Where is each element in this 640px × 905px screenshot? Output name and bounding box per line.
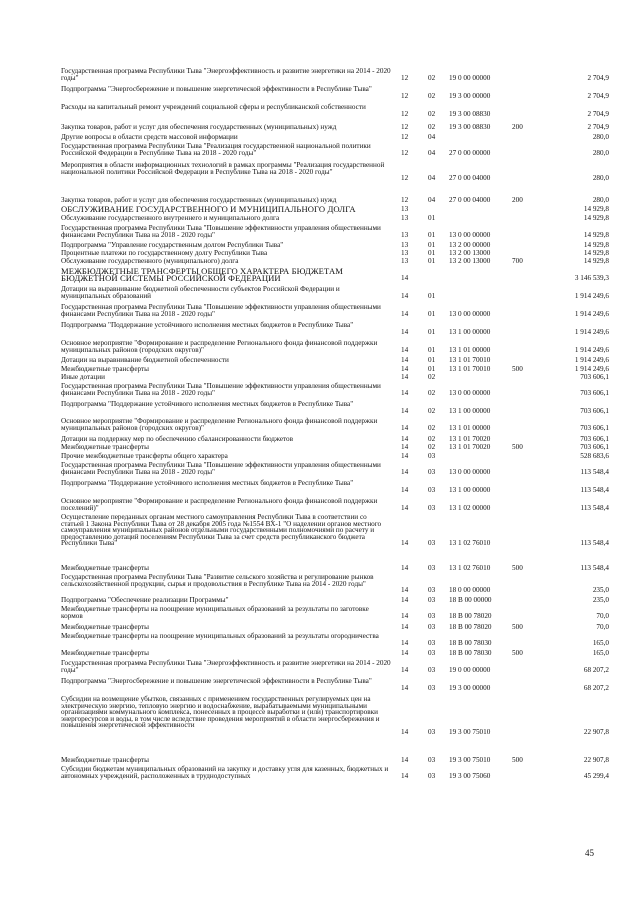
row-subsection-code: 01 — [428, 241, 436, 249]
row-amount: 22 907,8 — [583, 728, 609, 736]
row-name: Подпрограмма "Энергосбережение и повышение энергетической эффективности в Республике Тыва" — [61, 85, 372, 93]
row-name: Государственная программа Республики Тыва "Повышение эффективности управления общественными финансами Республики Тыва на 2018 - 2020 годы" — [61, 303, 381, 318]
row-target-article: 19 3 00 08830 — [449, 123, 491, 131]
row-section-code: 14 — [401, 771, 409, 780]
row-amount: 528 683,6 — [580, 452, 609, 460]
row-amount: 235,0 — [592, 586, 609, 595]
row-target-article: 13 1 01 70020 — [449, 443, 491, 451]
row-name: Процентные платежи по государственному долгу Республики Тыва — [61, 249, 268, 257]
row-section-code: 14 — [401, 485, 409, 494]
row-amount: 703 606,1 — [580, 373, 609, 381]
row-target-article: 18 В 00 00000 — [449, 596, 492, 604]
row-amount: 2 704,9 — [587, 73, 609, 82]
row-name: Подпрограмма "Поддержание устойчивого исполнения местных бюджетов в Республике Тыва" — [61, 479, 354, 487]
row-target-article: 18 В 00 78020 — [449, 611, 492, 620]
row-section-code: 13 — [401, 230, 409, 239]
row-amount: 703 606,1 — [580, 423, 609, 432]
row-target-article: 13 1 01 00000 — [449, 423, 491, 432]
row-subsection-code: 01 — [428, 345, 436, 354]
row-section-code: 14 — [401, 665, 409, 674]
row-target-article: 18 В 00 78030 — [449, 649, 492, 657]
row-expense-type: 700 — [512, 257, 523, 265]
row-subsection-code: 01 — [428, 291, 436, 300]
row-name: Субсидии на возмещение убытков, связанных с применением государственных регулируемых цен на электрическую энергию, тепловую энергию и водоснабжение, вырабатываемыми муниципальными организациями коммунального комплекса, понесенных в процессе выработки и (или) транспортировки энергоресурсов и воды, в том числе вследствие проведения мероприятий в области энергосбережения и повышения энергетической эффективности — [61, 695, 380, 730]
row-target-article: 19 0 00 00000 — [449, 73, 491, 82]
row-target-article: 19 3 00 75010 — [449, 728, 491, 736]
row-subsection-code: 03 — [428, 623, 436, 631]
row-amount: 14 929,8 — [583, 241, 609, 249]
row-amount: 113 548,4 — [580, 539, 609, 548]
row-subsection-code: 02 — [428, 373, 436, 381]
row-name: Межбюджетные трансферты на поощрение муниципальных образований за результаты огородничества — [61, 632, 379, 640]
row-section-code: 14 — [401, 406, 409, 415]
row-subsection-code: 03 — [428, 539, 436, 548]
row-expense-type: 500 — [512, 623, 523, 631]
row-subsection-code: 03 — [428, 771, 436, 780]
row-amount: 22 907,8 — [583, 756, 609, 764]
row-target-article: 18 0 00 00000 — [449, 586, 491, 595]
row-section-code: 14 — [401, 586, 409, 595]
row-amount: 1 914 249,6 — [574, 309, 609, 318]
row-target-article: 13 0 00 00000 — [449, 230, 491, 239]
row-name: Основное мероприятие "Формирование и распределение Регионального фонда финансовой поддержки муниципальных районов (городских округов)" — [61, 417, 378, 432]
row-section-code: 14 — [401, 638, 409, 647]
row-section-code: 12 — [401, 73, 409, 82]
row-name: Расходы на капитальный ремонт учреждений социальной сферы и республиканской собственности — [61, 103, 366, 111]
row-subsection-code: 03 — [428, 638, 436, 647]
row-section-code: 14 — [401, 373, 409, 381]
row-subsection-code: 02 — [428, 123, 436, 131]
row-subsection-code: 02 — [428, 435, 436, 443]
row-section-code: 13 — [401, 205, 409, 213]
row-amount: 14 929,8 — [583, 257, 609, 265]
row-target-article: 13 1 02 76010 — [449, 539, 491, 548]
row-name: Межбюджетные трансферты — [61, 756, 149, 764]
row-target-article: 19 3 00 08830 — [449, 109, 491, 118]
row-name: Закупка товаров, работ и услуг для обеспечения государственных (муниципальных) нужд — [61, 196, 337, 204]
row-amount: 3 146 539,3 — [574, 273, 609, 282]
row-name: Государственная программа Республики Тыва "Энергоэффективность и развитие энергетики на 2014 - 2020 годы" — [61, 659, 391, 674]
row-section-code: 14 — [401, 756, 409, 764]
row-subsection-code: 03 — [428, 503, 436, 512]
row-name: Подпрограмма "Поддержание устойчивого исполнения местных бюджетов в Республике Тыва" — [61, 400, 354, 408]
row-subsection-code: 01 — [428, 249, 436, 257]
row-expense-type: 500 — [512, 443, 523, 451]
row-amount: 68 207,2 — [583, 665, 609, 674]
row-section-code: 14 — [401, 273, 409, 282]
row-name: Дотации на выравнивание бюджетной обеспеченности субъектов Российской Федерации и муниципальных образований — [61, 285, 340, 300]
row-subsection-code: 03 — [428, 728, 436, 736]
row-target-article: 13 0 00 00000 — [449, 467, 491, 476]
row-target-article: 13 2 00 13000 — [449, 257, 491, 265]
row-name: Иные дотации — [61, 373, 105, 381]
row-amount: 1 914 249,6 — [574, 327, 609, 336]
row-subsection-code: 03 — [428, 452, 436, 460]
row-name: Обслуживание государственного (муниципального) долга — [61, 257, 239, 265]
row-target-article: 13 1 01 00000 — [449, 345, 491, 354]
row-amount: 703 606,1 — [580, 388, 609, 397]
row-section-code: 14 — [401, 435, 409, 443]
row-subsection-code: 03 — [428, 665, 436, 674]
row-section-code: 14 — [401, 539, 409, 548]
row-section-code: 14 — [401, 564, 409, 572]
row-target-article: 13 1 00 00000 — [449, 406, 491, 415]
row-name: Межбюджетные трансферты — [61, 649, 149, 657]
page-number: 45 — [585, 848, 594, 858]
row-amount: 235,0 — [592, 596, 609, 604]
row-section-code: 14 — [401, 467, 409, 476]
row-section-code: 13 — [401, 214, 409, 222]
row-section-code: 13 — [401, 257, 409, 265]
row-subsection-code: 04 — [428, 148, 436, 157]
row-target-article: 27 0 00 04000 — [449, 174, 491, 183]
row-amount: 1 914 249,6 — [574, 291, 609, 300]
row-section-code: 13 — [401, 241, 409, 249]
row-name: Подпрограмма "Энергосбережение и повышение энергетической эффективности в Республике Тыва" — [61, 677, 372, 685]
row-target-article: 19 3 00 75010 — [449, 756, 491, 764]
row-target-article: 13 1 02 76010 — [449, 564, 491, 572]
row-section-code: 12 — [401, 148, 409, 157]
row-section-code: 14 — [401, 291, 409, 300]
row-target-article: 19 0 00 00000 — [449, 665, 491, 674]
row-subsection-code: 02 — [428, 109, 436, 118]
row-subsection-code: 03 — [428, 596, 436, 604]
row-subsection-code: 04 — [428, 196, 436, 204]
row-name: Государственная программа Республики Тыва "Повышение эффективности управления общественными финансами Республики Тыва на 2018 - 2020 годы" — [61, 382, 381, 397]
row-amount: 1 914 249,6 — [574, 356, 609, 364]
row-name: Субсидии бюджетам муниципальных образований на закупку и доставку угля для казенных, бюджетных и автономных учреждений, расположенных в труднодоступных — [61, 765, 389, 780]
row-target-article: 18 В 00 78030 — [449, 638, 492, 647]
row-subsection-code: 01 — [428, 230, 436, 239]
row-name: Государственная программа Республики Тыва "Развитие сельского хозяйства и регулирование рынков сельскохозяйственной продукции, сырья и продовольствия в Республике Тыва на 2014 - 2020 годы" — [61, 573, 374, 588]
row-name: Обслуживание государственного внутреннего и муниципального долга — [61, 214, 280, 222]
row-section-code: 14 — [401, 683, 409, 692]
row-section-code: 14 — [401, 327, 409, 336]
row-amount: 14 929,8 — [583, 249, 609, 257]
row-subsection-code: 02 — [428, 406, 436, 415]
row-amount: 68 207,2 — [583, 683, 609, 692]
row-section-code: 14 — [401, 596, 409, 604]
row-target-article: 13 1 01 70010 — [449, 365, 491, 373]
row-name: Закупка товаров, работ и услуг для обеспечения государственных (муниципальных) нужд — [61, 123, 337, 131]
row-target-article: 27 0 00 04000 — [449, 196, 491, 204]
row-name: Межбюджетные трансферты — [61, 564, 149, 572]
row-name: МЕЖБЮДЖЕТНЫЕ ТРАНСФЕРТЫ ОБЩЕГО ХАРАКТЕРА БЮДЖЕТАМ БЮДЖЕТНОЙ СИСТЕМЫ РОССИЙСКОЙ ФЕДЕРАЦИИ — [61, 266, 343, 283]
row-section-code: 12 — [401, 91, 409, 100]
row-name: Дотации на поддержку мер по обеспечению сбалансированности бюджетов — [61, 435, 294, 443]
row-name: Мероприятия в области информационных технологий в рамках программы "Реализация государственной национальной политики Российской Федерации в Республике Тыва на 2018 - 2020 годы" — [61, 161, 385, 176]
row-amount: 113 548,4 — [580, 467, 609, 476]
row-target-article: 13 1 00 00000 — [449, 485, 491, 494]
row-name: Государственная программа Республики Тыва "Повышение эффективности управления общественными финансами Республики Тыва на 2018 - 2020 годы" — [61, 224, 381, 239]
row-name: Подпрограмма "Поддержание устойчивого исполнения местных бюджетов в Республике Тыва" — [61, 321, 354, 329]
row-name: Основное мероприятие "Формирование и распределение Регионального фонда финансовой поддержки муниципальных районов (городских округов)" — [61, 339, 378, 354]
row-subsection-code: 01 — [428, 365, 436, 373]
row-name: Прочие межбюджетные трансферты общего характера — [61, 452, 228, 460]
row-expense-type: 200 — [512, 123, 523, 131]
row-amount: 703 606,1 — [580, 443, 609, 451]
row-target-article: 13 1 01 70020 — [449, 435, 491, 443]
row-amount: 113 548,4 — [580, 485, 609, 494]
row-section-code: 13 — [401, 249, 409, 257]
row-expense-type: 500 — [512, 365, 523, 373]
row-amount: 14 929,8 — [583, 230, 609, 239]
row-subsection-code: 02 — [428, 443, 436, 451]
row-section-code: 14 — [401, 388, 409, 397]
row-subsection-code: 03 — [428, 485, 436, 494]
row-amount: 703 606,1 — [580, 406, 609, 415]
row-amount: 113 548,4 — [580, 503, 609, 512]
row-target-article: 13 1 01 70010 — [449, 356, 491, 364]
row-target-article: 13 0 00 00000 — [449, 309, 491, 318]
row-name: Межбюджетные трансферты — [61, 365, 149, 373]
row-subsection-code: 04 — [428, 174, 436, 183]
row-name: Государственная программа Республики Тыва "Реализация государственной национальной политики Российской Федерации в Республике Тыва на 2018 - 2020 годы" — [61, 142, 371, 157]
row-section-code: 12 — [401, 174, 409, 183]
row-subsection-code: 03 — [428, 586, 436, 595]
row-name: Дотации на выравнивание бюджетной обеспеченности — [61, 356, 229, 364]
row-name: ОБСЛУЖИВАНИЕ ГОСУДАРСТВЕННОГО И МУНИЦИПАЛЬНОГО ДОЛГА — [61, 204, 356, 214]
row-expense-type: 500 — [512, 649, 523, 657]
row-subsection-code: 02 — [428, 423, 436, 432]
row-subsection-code: 02 — [428, 73, 436, 82]
row-section-code: 14 — [401, 649, 409, 657]
row-target-article: 18 В 00 78020 — [449, 623, 492, 631]
row-subsection-code: 03 — [428, 611, 436, 620]
row-section-code: 14 — [401, 611, 409, 620]
row-name: Государственная программа Республики Тыва "Энергоэффективность и развитие энергетики на 2014 - 2020 годы" — [61, 67, 391, 82]
row-name: Межбюджетные трансферты — [61, 443, 149, 451]
row-amount: 280,0 — [592, 174, 609, 183]
row-subsection-code: 01 — [428, 356, 436, 364]
row-target-article: 19 3 00 00000 — [449, 91, 491, 100]
row-amount: 45 299,4 — [583, 771, 609, 780]
row-section-code: 14 — [401, 356, 409, 364]
row-subsection-code: 03 — [428, 564, 436, 572]
row-amount: 703 606,1 — [580, 435, 609, 443]
row-subsection-code: 01 — [428, 214, 436, 222]
row-section-code: 14 — [401, 623, 409, 631]
row-target-article: 19 3 00 75060 — [449, 771, 491, 780]
row-name: Подпрограмма "Обеспечение реализации Программы" — [61, 596, 229, 604]
row-amount: 14 929,8 — [583, 205, 609, 213]
row-section-code: 12 — [401, 133, 409, 141]
row-section-code: 14 — [401, 728, 409, 736]
row-section-code: 14 — [401, 345, 409, 354]
row-amount: 280,0 — [592, 148, 609, 157]
row-section-code: 12 — [401, 109, 409, 118]
row-target-article: 19 3 00 00000 — [449, 683, 491, 692]
row-expense-type: 200 — [512, 196, 523, 204]
row-amount: 280,0 — [592, 133, 609, 141]
row-amount: 165,0 — [592, 638, 609, 647]
row-subsection-code: 04 — [428, 133, 436, 141]
row-section-code: 14 — [401, 423, 409, 432]
row-name: Межбюджетные трансферты на поощрение муниципальных образований за результаты по заготовке кормов — [61, 605, 369, 620]
row-target-article: 13 2 00 13000 — [449, 249, 491, 257]
row-amount: 14 929,8 — [583, 214, 609, 222]
row-expense-type: 500 — [512, 756, 523, 764]
row-amount: 280,0 — [592, 196, 609, 204]
row-subsection-code: 01 — [428, 309, 436, 318]
row-amount: 2 704,9 — [587, 109, 609, 118]
row-target-article: 13 1 02 00000 — [449, 503, 491, 512]
row-amount: 113 548,4 — [580, 564, 609, 572]
row-amount: 1 914 249,6 — [574, 365, 609, 373]
row-subsection-code: 03 — [428, 649, 436, 657]
row-subsection-code: 01 — [428, 327, 436, 336]
row-section-code: 12 — [401, 196, 409, 204]
row-name: Осуществление переданных органам местного самоуправления Республики Тыва в соответствии со статьей 1 Закона Республики Тыва от 28 декабря 2005 года №1554 ВХ-1 "О наделении органов местного самоуправления муниципальных районов отдельными государственными полномочиями по расчету и предоставлению дотаций поселениям Республики Тыва за счет средств республиканского бюджета Республики Тыва" — [61, 513, 382, 548]
row-subsection-code: 03 — [428, 683, 436, 692]
row-amount: 2 704,9 — [587, 91, 609, 100]
row-subsection-code: 01 — [428, 257, 436, 265]
row-subsection-code: 03 — [428, 467, 436, 476]
row-name: Подпрограмма "Управление государственным долгом Республики Тыва" — [61, 241, 284, 249]
row-section-code: 12 — [401, 123, 409, 131]
row-subsection-code: 03 — [428, 756, 436, 764]
row-name: Межбюджетные трансферты — [61, 623, 149, 631]
row-expense-type: 500 — [512, 564, 523, 572]
row-section-code: 14 — [401, 443, 409, 451]
row-amount: 1 914 249,6 — [574, 345, 609, 354]
row-amount: 165,0 — [592, 649, 609, 657]
row-section-code: 14 — [401, 452, 409, 460]
row-amount: 70,0 — [596, 623, 609, 631]
row-section-code: 14 — [401, 365, 409, 373]
row-name: Основное мероприятие "Формирование и распределение Регионального фонда финансовой поддержки поселений)" — [61, 497, 378, 512]
row-section-code: 14 — [401, 309, 409, 318]
row-name: Другие вопросы в области средств массовой информации — [61, 133, 238, 141]
row-target-article: 13 2 00 00000 — [449, 241, 491, 249]
row-target-article: 13 1 00 00000 — [449, 327, 491, 336]
row-subsection-code: 02 — [428, 388, 436, 397]
row-amount: 70,0 — [596, 611, 609, 620]
row-target-article: 27 0 00 00000 — [449, 148, 491, 157]
row-amount: 2 704,9 — [587, 123, 609, 131]
row-target-article: 13 0 00 00000 — [449, 388, 491, 397]
row-subsection-code: 02 — [428, 91, 436, 100]
row-name: Государственная программа Республики Тыва "Повышение эффективности управления общественными финансами Республики Тыва на 2018 - 2020 годы" — [61, 461, 381, 476]
row-section-code: 14 — [401, 503, 409, 512]
